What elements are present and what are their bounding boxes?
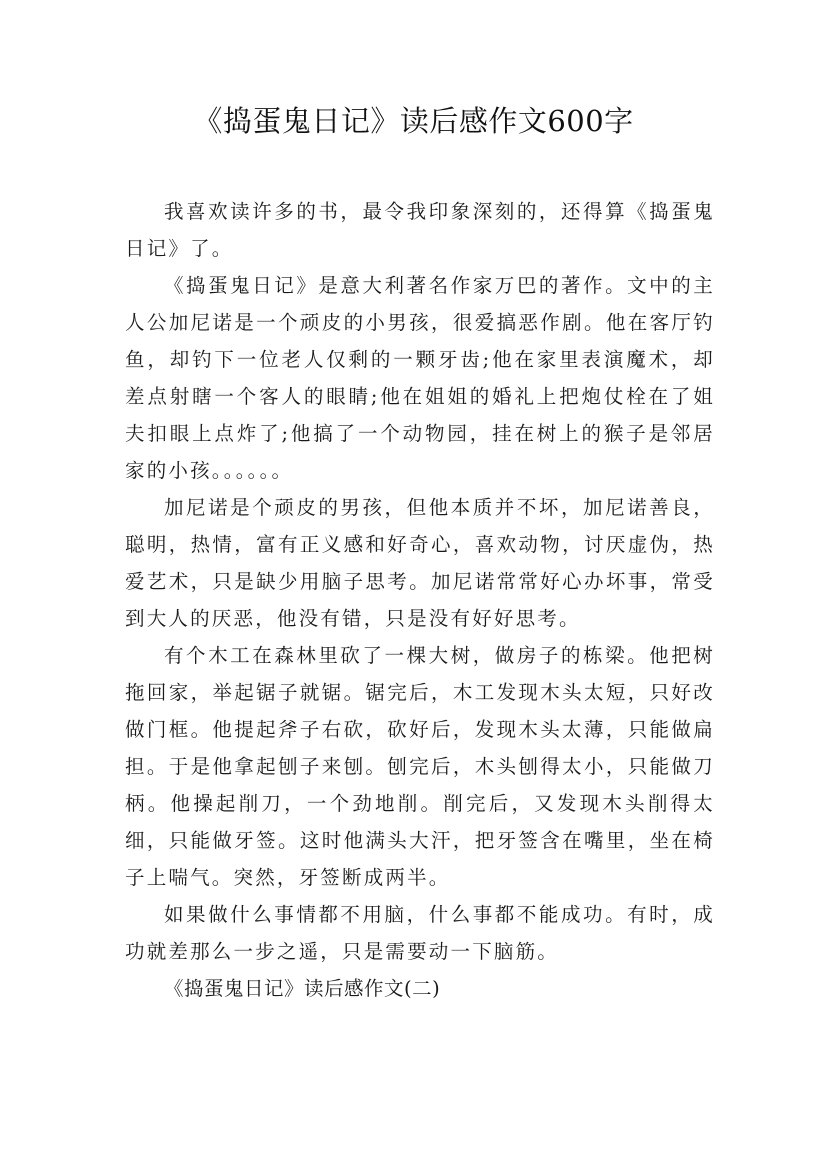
paragraph: 有个木工在森林里砍了一棵大树，做房子的栋梁。他把树拖回家，举起锯子就锯。锯完后，木工发现木头太短，只好改做门框。他提起斧子右砍，砍好后，发现木头太薄，只能做扁担。于是他拿起刨子来刨。刨完后，木头刨得太小，只能做刀柄。他操起削刀，一个劲地削。削完后，又发现木头削得太细，只能做牙签。这时他满头大汗，把牙签含在嘴里，坐在椅子上喘气。突然，牙签断成两半。 bbox=[125, 644, 715, 889]
document-body bbox=[125, 193, 715, 1007]
document-title: 《捣蛋鬼日记》读后感作文600字 bbox=[193, 104, 634, 138]
section-heading: 《捣蛋鬼日记》读后感作文(二) bbox=[164, 977, 441, 1000]
paragraph: 我喜欢读许多的书，最令我印象深刻的，还得算《捣蛋鬼日记》了。 bbox=[125, 200, 715, 260]
paragraph: 加尼诺是个顽皮的男孩，但他本质并不坏，加尼诺善良，聪明，热情，富有正义感和好奇心，喜欢动物，讨厌虚伪，热爱艺术，只是缺少用脑子思考。加尼诺常常好心办坏事，常受到大人的厌恶，他没有错，只是没有好好思考。 bbox=[125, 496, 715, 630]
paragraph: 如果做什么事情都不用脑，什么事都不能成功。有时，成功就差那么一步之遥，只是需要动一下脑筋。 bbox=[125, 903, 715, 963]
paragraph: 《捣蛋鬼日记》是意大利著名作家万巴的著作。文中的主人公加尼诺是一个顽皮的小男孩，很爱搞恶作剧。他在客厅钓鱼，却钓下一位老人仅剩的一颗牙齿;他在家里表演魔术，却差点射瞎一个客人的眼睛;他在姐姐的婚礼上把炮仗栓在了姐夫扣眼上点炸了;他搞了一个动物园，挂在树上的猴子是邻居家的小孩。。。。。。 bbox=[125, 274, 715, 482]
